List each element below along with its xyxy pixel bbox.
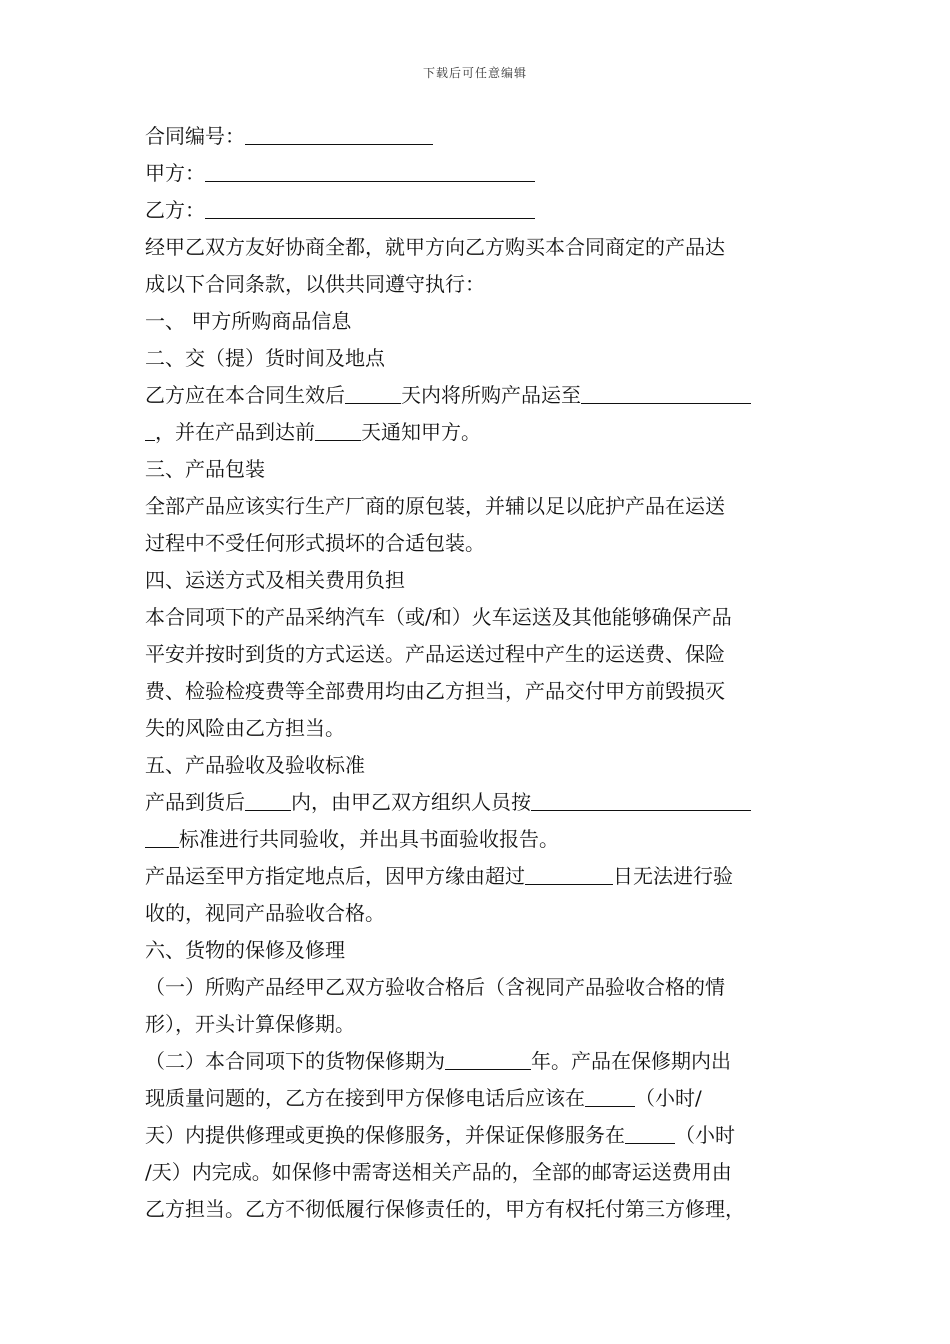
deemed-acceptance-line xyxy=(145,858,815,895)
text-segment: ，并在产品到达前 xyxy=(155,420,315,444)
contract-number-label: 合同编号： xyxy=(145,124,245,148)
warranty-years-blank[interactable] xyxy=(445,1047,531,1070)
delivery-location-blank[interactable] xyxy=(581,381,751,404)
text-segment: 年。产品在保修期内出 xyxy=(531,1049,731,1073)
text-segment: 乙方应在本合同生效后 xyxy=(145,383,345,407)
section-heading: 二、交（提）货时间及地点 xyxy=(145,346,385,370)
page-header-note: 下载后可任意编辑 xyxy=(422,66,527,80)
inspection-standard-line xyxy=(145,821,815,858)
paragraph-line: 全部产品应该实行生产厂商的原包装，并辅以足以庇护产品在运送 xyxy=(145,494,725,518)
delivery-notice-line xyxy=(145,414,815,451)
party-b-line xyxy=(145,192,815,229)
party-a-blank[interactable] xyxy=(205,159,535,182)
text-segment: （小时 xyxy=(675,1123,735,1147)
completion-time-blank[interactable] xyxy=(625,1121,675,1144)
inspection-line xyxy=(145,784,815,821)
paragraph-line: 过程中不受任何形式损坏的合适包装。 xyxy=(145,531,485,555)
notice-days-blank[interactable] xyxy=(315,418,361,441)
party-b-label: 乙方： xyxy=(145,198,205,222)
section-heading: 三、产品包装 xyxy=(145,457,265,481)
section-heading: 一、 甲方所购商品信息 xyxy=(145,309,352,333)
party-b-blank[interactable] xyxy=(205,196,535,219)
text-segment: 产品运至甲方指定地点后，因甲方缘由超过 xyxy=(145,864,525,888)
paragraph-line: 失的风险由乙方担当。 xyxy=(145,716,345,740)
paragraph-line: （一）所购产品经甲乙双方验收合格后（含视同产品验收合格的情 xyxy=(145,975,725,999)
paragraph-line: 费、检验检疫费等全部费用均由乙方担当，产品交付甲方前毁损灭 xyxy=(145,679,725,703)
paragraph-line: 形），开头计算保修期。 xyxy=(145,1012,355,1036)
text-segment: （二）本合同项下的货物保修期为 xyxy=(145,1049,445,1073)
inspection-period-blank[interactable] xyxy=(245,788,291,811)
delivery-days-blank[interactable] xyxy=(345,381,401,404)
section-heading: 六、货物的保修及修理 xyxy=(145,938,345,962)
paragraph-line: 平安并按时到货的方式运送。产品运送过程中产生的运送费、保险 xyxy=(145,642,725,666)
paragraph-line: 经甲乙双方友好协商全都，就甲方向乙方购买本合同商定的产品达 xyxy=(145,235,725,259)
inspection-standard-blank[interactable] xyxy=(531,788,751,811)
delivery-line xyxy=(145,377,815,414)
party-a-line xyxy=(145,155,815,192)
text-segment: 产品到货后 xyxy=(145,790,245,814)
inspection-standard-blank-cont[interactable] xyxy=(145,825,179,848)
warranty-period-line xyxy=(145,1043,815,1080)
paragraph-line: 本合同项下的产品采纳汽车（或/和）火车运送及其他能够确保产品 xyxy=(145,605,732,629)
text-segment: （小时/ xyxy=(635,1086,702,1110)
warranty-service-line xyxy=(145,1117,815,1154)
text-segment: 日无法进行验 xyxy=(613,864,733,888)
text-segment: 内，由甲乙双方组织人员按 xyxy=(291,790,531,814)
paragraph-line: 成以下合同条款，以供共同遵守执行： xyxy=(145,272,485,296)
contract-number-blank[interactable] xyxy=(245,122,433,145)
paragraph-line: 收的，视同产品验收合格。 xyxy=(145,901,385,925)
text-segment: 天通知甲方。 xyxy=(361,420,481,444)
section-heading: 五、产品验收及验收标准 xyxy=(145,753,365,777)
text-segment: 标准进行共同验收，并出具书面验收报告。 xyxy=(179,827,559,851)
response-time-blank[interactable] xyxy=(585,1084,635,1107)
paragraph-line: 乙方担当。乙方不彻低履行保修责任的，甲方有权托付第三方修理， xyxy=(145,1197,745,1221)
text-segment: 现质量问题的，乙方在接到甲方保修电话后应该在 xyxy=(145,1086,585,1110)
deemed-days-blank[interactable] xyxy=(525,862,613,885)
delivery-location-blank-cont[interactable] xyxy=(145,418,155,441)
party-a-label: 甲方： xyxy=(145,161,205,185)
contract-number-line xyxy=(145,118,815,155)
warranty-response-line xyxy=(145,1080,815,1117)
contract-body xyxy=(145,118,815,1228)
section-heading: 四、运送方式及相关费用负担 xyxy=(145,568,405,592)
text-segment: 天内将所购产品运至 xyxy=(401,383,581,407)
text-segment: 天）内提供修理或更换的保修服务，并保证保修服务在 xyxy=(145,1123,625,1147)
paragraph-line: /天）内完成。如保修中需寄送相关产品的，全部的邮寄运送费用由 xyxy=(145,1160,732,1184)
